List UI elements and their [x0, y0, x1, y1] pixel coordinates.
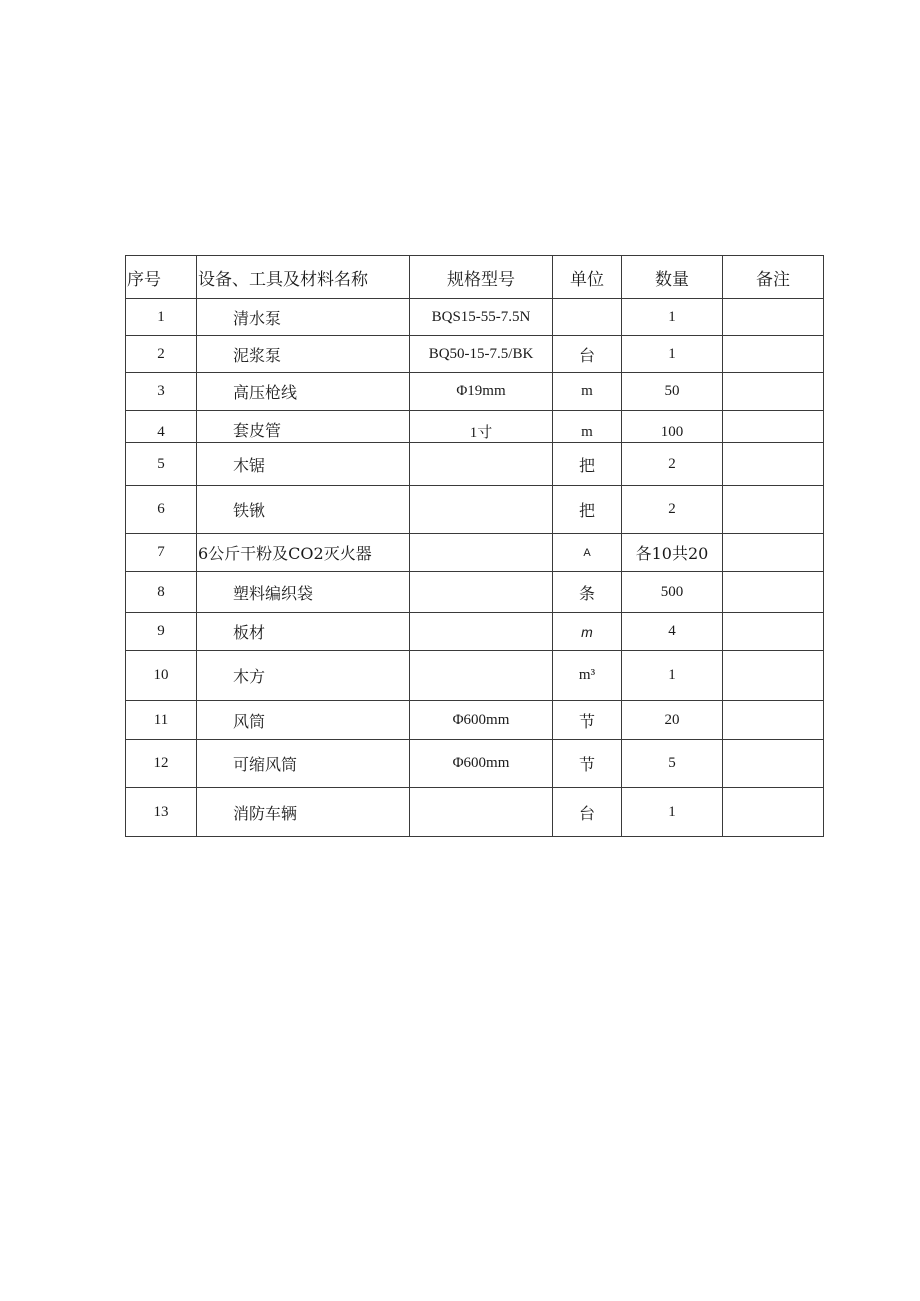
row-qty: 1 — [622, 299, 723, 336]
row-qty: 2 — [622, 443, 723, 486]
row-qty: 100 — [622, 411, 723, 443]
row-spec: Φ600mm — [410, 740, 553, 788]
row-index: 3 — [126, 373, 197, 411]
row-qty: 1 — [622, 651, 723, 701]
table-row — [126, 701, 824, 740]
row-spec: BQ50-15-7.5/BK — [410, 336, 553, 373]
row-remark — [723, 572, 824, 613]
row-spec — [410, 613, 553, 651]
row-name: 6公斤干粉及CO2灭火器 — [197, 534, 410, 572]
row-spec: 1寸 — [410, 411, 553, 443]
row-index: 9 — [126, 613, 197, 651]
row-remark — [723, 486, 824, 534]
row-name: 板材 — [197, 613, 410, 651]
row-remark — [723, 701, 824, 740]
row-remark — [723, 788, 824, 837]
row-unit: 节 — [553, 701, 622, 740]
row-index: 5 — [126, 443, 197, 486]
row-index: 6 — [126, 486, 197, 534]
header-index: 序号 — [126, 256, 197, 299]
table-row — [126, 299, 824, 336]
row-qty: 500 — [622, 572, 723, 613]
row-qty: 1 — [622, 336, 723, 373]
row-name: 木方 — [197, 651, 410, 701]
row-unit: A — [553, 534, 622, 572]
row-index: 10 — [126, 651, 197, 701]
row-qty: 2 — [622, 486, 723, 534]
row-unit: 节 — [553, 740, 622, 788]
table-row — [126, 740, 824, 788]
row-index: 12 — [126, 740, 197, 788]
table-row — [126, 443, 824, 486]
row-name: 泥浆泵 — [197, 336, 410, 373]
row-index: 7 — [126, 534, 197, 572]
row-remark — [723, 534, 824, 572]
row-name: 消防车辆 — [197, 788, 410, 837]
table-row — [126, 613, 824, 651]
row-remark — [723, 651, 824, 701]
row-spec — [410, 572, 553, 613]
row-remark — [723, 299, 824, 336]
row-name: 风筒 — [197, 701, 410, 740]
row-name: 可缩风筒 — [197, 740, 410, 788]
row-remark — [723, 411, 824, 443]
row-spec: Φ600mm — [410, 701, 553, 740]
row-unit: m — [553, 411, 622, 443]
row-remark — [723, 336, 824, 373]
table-row — [126, 411, 824, 443]
row-spec — [410, 486, 553, 534]
table-row — [126, 336, 824, 373]
row-qty: 4 — [622, 613, 723, 651]
row-name: 高压枪线 — [197, 373, 410, 411]
row-name: 套皮管 — [197, 411, 410, 443]
row-remark — [723, 443, 824, 486]
row-index: 11 — [126, 701, 197, 740]
row-remark — [723, 613, 824, 651]
header-name: 设备、工具及材料名称 — [197, 256, 410, 299]
equipment-table — [125, 255, 824, 837]
row-unit: m — [553, 373, 622, 411]
row-spec: BQS15-55-7.5N — [410, 299, 553, 336]
header-spec: 规格型号 — [410, 256, 553, 299]
row-name: 塑料编织袋 — [197, 572, 410, 613]
row-qty: 各10共20 — [622, 534, 723, 572]
row-spec — [410, 534, 553, 572]
table-row — [126, 788, 824, 837]
row-remark — [723, 373, 824, 411]
row-unit: 把 — [553, 443, 622, 486]
header-unit: 单位 — [553, 256, 622, 299]
row-index: 1 — [126, 299, 197, 336]
row-index: 4 — [126, 411, 197, 443]
row-unit: 台 — [553, 788, 622, 837]
table-row — [126, 534, 824, 572]
header-qty: 数量 — [622, 256, 723, 299]
table-row — [126, 486, 824, 534]
table-row — [126, 572, 824, 613]
row-index: 2 — [126, 336, 197, 373]
table-header-row — [126, 256, 824, 299]
row-qty: 20 — [622, 701, 723, 740]
row-unit: m — [553, 613, 622, 651]
table-row — [126, 373, 824, 411]
row-qty: 1 — [622, 788, 723, 837]
row-unit: m³ — [553, 651, 622, 701]
row-spec — [410, 443, 553, 486]
row-index: 8 — [126, 572, 197, 613]
header-remark: 备注 — [723, 256, 824, 299]
row-spec — [410, 651, 553, 701]
row-spec: Φ19mm — [410, 373, 553, 411]
row-unit: 条 — [553, 572, 622, 613]
row-remark — [723, 740, 824, 788]
row-spec — [410, 788, 553, 837]
row-index: 13 — [126, 788, 197, 837]
row-unit: 台 — [553, 336, 622, 373]
row-unit — [553, 299, 622, 336]
row-qty: 5 — [622, 740, 723, 788]
row-unit: 把 — [553, 486, 622, 534]
row-name: 木锯 — [197, 443, 410, 486]
row-name: 清水泵 — [197, 299, 410, 336]
row-name: 铁锹 — [197, 486, 410, 534]
row-qty: 50 — [622, 373, 723, 411]
table-row — [126, 651, 824, 701]
